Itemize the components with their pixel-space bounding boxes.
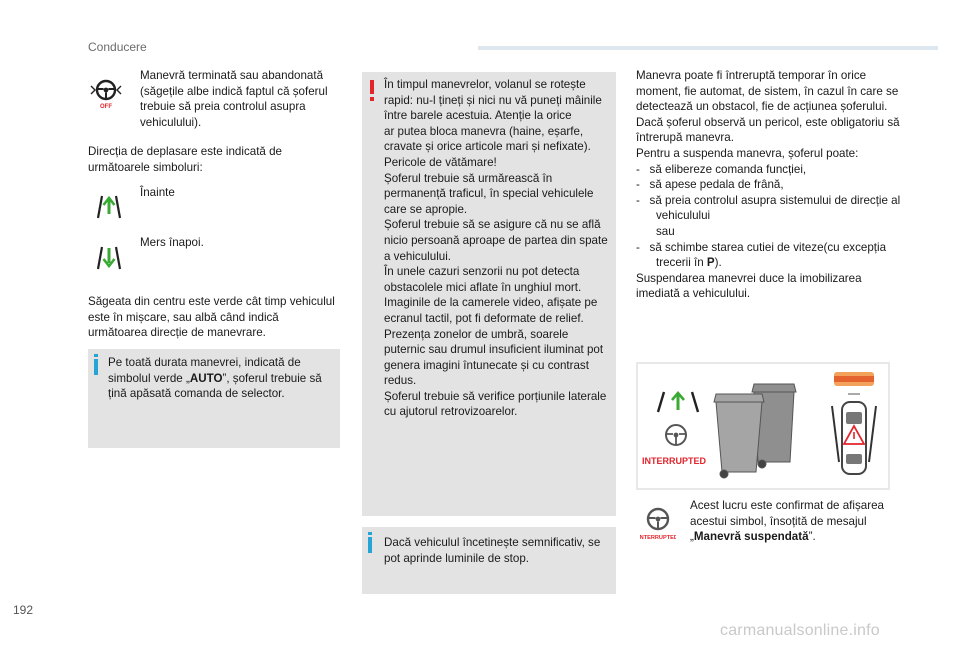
watermark: carmanualsonline.info [720,622,880,639]
info-note-text: Pe toată durata manevrei, indicată de simbolul verde „AUTO”, șoferul trebuie să țină apăsată comanda de selector. [108,356,322,401]
brake-note-text: Dacă vehiculul încetinește semnificativ, se pot aprinde luminile de stop. [384,536,601,565]
reverse-arrow-icon [92,244,126,272]
warning-text: În timpul manevrelor, volanul se rotește rapid: nu-l țineți și nici nu vă puneți mâinile între barele acestuia. Atenție la orice ar putea bloca manevra (haine, eșarfe, cravate și orice articole mari și nefixate). Pericole de vătămare! Șoferul trebuie să urmărească în permanență traficul, în special vehiculele care se apropie. Șoferul trebuie să se asigure că nu se află nicio persoană aproape de partea din spate a vehiculului. În unele cazuri senzorii nu pot detecta obstacolele mici aflate în unghiul mort. Imaginile de la camerele video, afișate pe ecranul tactil, pot fi deformate de relief. Prezența zonelor de umbră, soarele puternic sau drumul insuficient iluminat pot genera imagini întunecate și cu contrast redus. Șoferul trebuie să verifice porțiunile laterale cu ajutorul retrovizoarelor. [384,78,608,419]
arrow-color-text: Săgeata din centru este verde cât timp vehiculul este în mișcare, sau albă când indică următoarea direcție de manevrare. [88,295,335,340]
forward-arrow-icon [92,193,126,221]
info-marker [94,359,98,375]
section-title: Conducere [88,40,147,54]
maneuver-ended-text: Manevră terminată sau abandonată (săgețile albe indică faptul că șoferul trebuie să preia controlul asupra vehiculului). [140,69,328,129]
warning-note [362,72,616,516]
info-note-brake-lights [362,527,616,594]
info-marker [368,537,372,553]
forward-label: Înainte [140,186,175,199]
interrupted-label: INTERRUPTED [641,456,707,466]
reverse-label: Mers înapoi. [140,236,204,249]
page-number: 192 [13,603,34,617]
info-note-auto [88,349,340,448]
off-label: OFF [100,104,112,110]
svg-text:INTERRUPTED: INTERRUPTED [640,535,676,541]
direction-intro: Direcția de deplasare este indicată de următoarele simboluri: [88,145,282,174]
header-rule [478,46,938,50]
steering-off-icon [86,76,126,110]
steering-interrupted-icon [640,505,676,543]
auto-label: AUTO [189,371,223,385]
warning-marker [370,80,374,94]
confirm-text: Acest lucru este confirmat de afișarea acestui simbol, însoțită de mesajul „Manevră suspendată”. [690,499,884,544]
interrupted-illustration [636,362,890,490]
interruption-text: Manevra poate fi întreruptă temporar în orice moment, fie automat, de sistem, în cazul în care se detectează un obstacol, fie de acțiunea șoferului. Dacă șoferul observă un pericol, este obligatoriu să întrerupă manevra. Pentru a suspenda manevra, șoferul poate: - să elibereze comanda funcției, - să apese pedala de frână, - să preia controlul asupra sistemului de direcție al vehiculului sau - să schimbe starea cutiei de viteze(cu excepția trecerii în P). Suspendarea manevrei duce la imobilizarea imediată a vehiculului. [636,69,901,301]
suspended-message: Manevră suspendată [693,530,809,544]
